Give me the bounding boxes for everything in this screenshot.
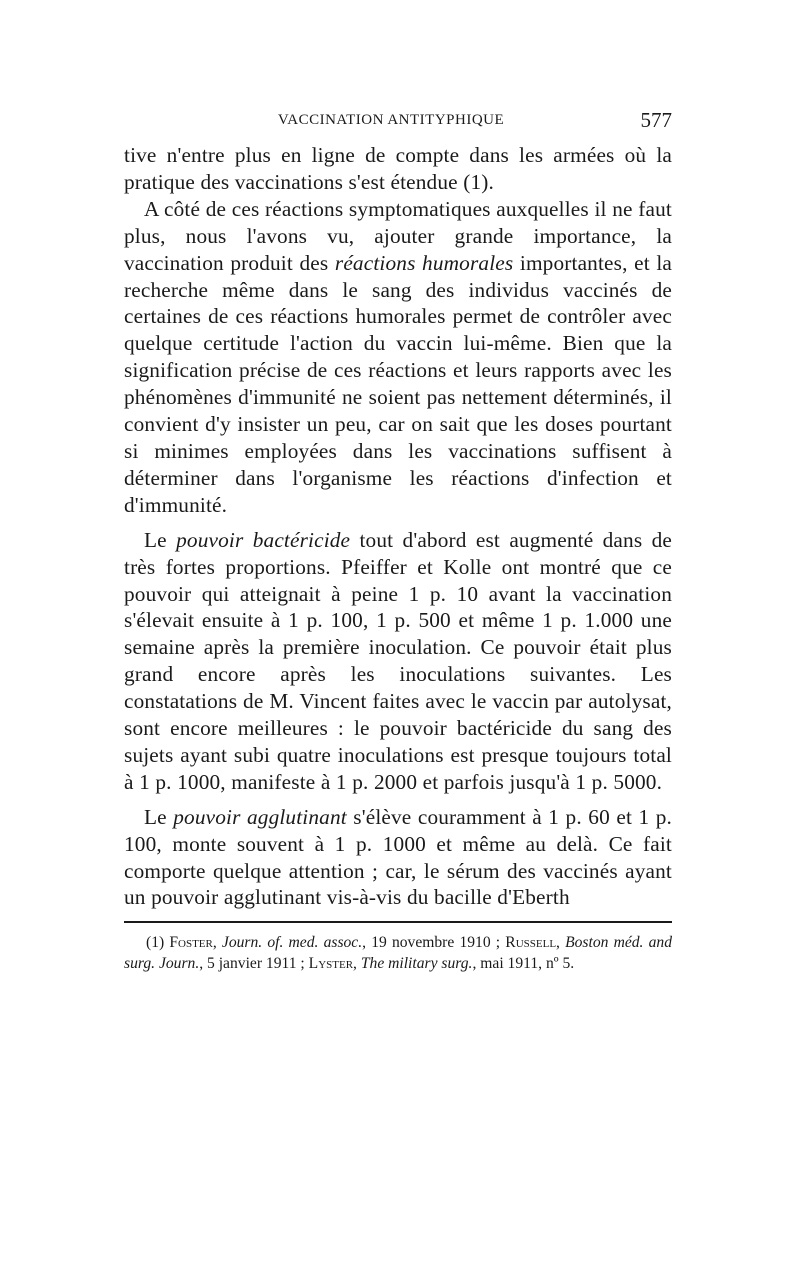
paragraph-4-text-b: s'élève couramment à 1 p. 60 et 1 p. 100, monte souvent à 1 p. 1000 et même au delà. Ce fait comporte quelque attention ; car, le sérum des vaccinés ayant un pouvoir agglutinant vis-à-vis du bacille d'Eberth bbox=[124, 804, 672, 910]
paragraph-3-text-a: Le bbox=[144, 527, 177, 552]
page-number: 577 bbox=[640, 108, 672, 132]
running-title: VACCINATION ANTITYPHIQUE bbox=[277, 112, 505, 128]
paragraph-3 bbox=[124, 527, 672, 796]
paragraph-1 bbox=[124, 142, 672, 196]
paragraph-2-text-a: A côté de ces réactions symptomatiques auxquelles il ne faut plus, nous l'avons vu, ajouter grande importance, la vaccination produit des bbox=[124, 196, 672, 275]
footnote-sep-1: , bbox=[212, 934, 222, 952]
paragraph-4 bbox=[124, 804, 672, 912]
footnote-date-1: , 19 novembre 1910 ; bbox=[362, 934, 506, 952]
page bbox=[124, 108, 673, 974]
footnote-journal-1: Journ. of. med. assoc. bbox=[221, 934, 363, 952]
footnote-journal-2: Boston méd. and surg. Journ. bbox=[124, 934, 673, 972]
footnote-sep-3: , bbox=[353, 954, 361, 972]
footnote-author-3: Lyster bbox=[308, 954, 354, 972]
paragraph-1-text: tive n'entre plus en ligne de compte dans les armées où la pratique des vaccinations s'est étendue (1). bbox=[124, 143, 672, 194]
footnote-author-2: Russell bbox=[505, 934, 557, 952]
page-header bbox=[124, 108, 672, 142]
footnote-author-1: Foster bbox=[169, 934, 213, 952]
footnote-marker: (1) bbox=[146, 934, 170, 952]
footnote-sep-2: , bbox=[556, 934, 566, 952]
footnote bbox=[124, 933, 672, 974]
body-text bbox=[124, 142, 672, 911]
paragraph-3-emphasis: pouvoir bactéricide bbox=[176, 527, 351, 552]
footnote-journal-3: The military surg. bbox=[360, 954, 473, 972]
footnote-date-2: , 5 janvier 1911 ; bbox=[199, 954, 309, 972]
paragraph-4-text-a: Le bbox=[144, 804, 174, 829]
footnote-rule bbox=[124, 921, 672, 923]
paragraph-4-emphasis: pouvoir agglutinant bbox=[173, 804, 347, 829]
paragraph-3-text-b: tout d'abord est augmenté dans de très fortes proportions. Pfeiffer et Kolle ont montré que ce pouvoir qui atteignait à peine 1 p. 10 avant la vaccination s'élevait ensuite à 1 p. 100, 1 p. 500 et même 1 p. 1.000 une semaine après la première inoculation. Ce pouvoir était plus grand encore après les inoculations suivantes. Les constatations de M. Vincent faites avec le vaccin par autolysat, sont encore meilleures : le pouvoir bactéricide du sang des sujets ayant subi quatre inoculations est presque toujours total à 1 p. 1000, manifeste à 1 p. 2000 et parfois jusqu'à 1 p. 5000. bbox=[124, 527, 672, 794]
footnote-date-3: , mai 1911, nº 5. bbox=[472, 954, 575, 972]
paragraph-2-text-b: importantes, et la recherche même dans le sang des individus vaccinés de certaines de ces réactions humorales permet de contrôler avec quelque certitude l'action du vaccin lui-même. Bien que la signification précise de ces réactions et leurs rapports avec les phénomènes d'immunité ne soient pas nettement déterminés, il convient d'y insister un peu, car on sait que les doses pourtant si minimes employées dans les vaccinations suffisent à déterminer dans l'organisme les réactions d'infection et d'immunité. bbox=[124, 250, 673, 517]
paragraph-2 bbox=[124, 196, 672, 519]
paragraph-2-emphasis: réactions humorales bbox=[334, 250, 514, 275]
